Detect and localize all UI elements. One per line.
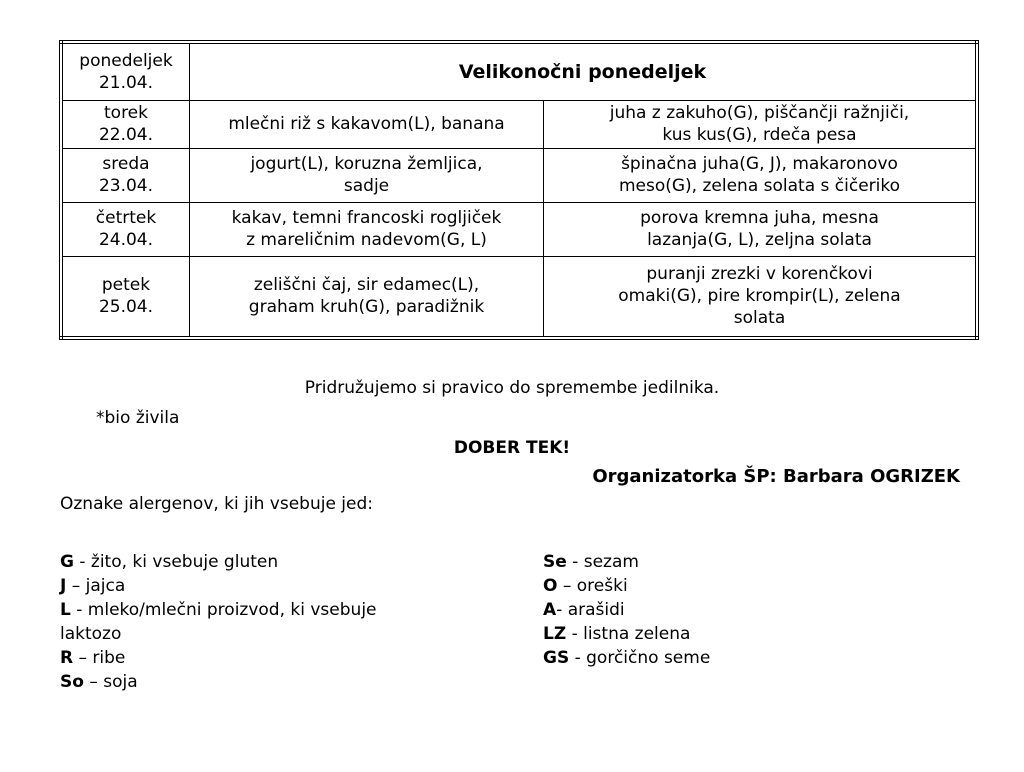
allergen-code: O <box>543 576 558 596</box>
allergen-code: J <box>60 576 67 596</box>
allergen-desc: – oreški <box>557 576 628 596</box>
menu-change-notice: Pridružujemo si pravico do spremembe jedilnika. <box>304 378 720 398</box>
day-cell <box>61 100 190 148</box>
holiday-cell: Velikonočni ponedeljek <box>190 42 978 100</box>
allergen-item <box>543 550 963 574</box>
lunch-cell <box>544 202 978 256</box>
lunch-cell <box>544 100 978 148</box>
lunch-line: meso(G), zelena solata s čičeriko <box>618 176 901 196</box>
day-date: 25.04. <box>98 297 154 318</box>
day-name: četrtek <box>95 208 157 228</box>
allergen-desc: - mleko/mlečni proizvod, ki vsebuje <box>70 600 377 620</box>
breakfast-line: z mareličnim nadevom(G, L) <box>246 230 487 250</box>
lunch-line: puranji zrezki v korenčkovi <box>646 264 873 285</box>
day-name: ponedeljek <box>79 50 173 71</box>
allergen-code: A <box>543 600 557 620</box>
day-cell <box>61 256 190 338</box>
breakfast-cell <box>190 202 544 256</box>
allergen-code: LZ <box>543 624 567 644</box>
lunch-cell <box>544 148 978 202</box>
allergen-desc: - sezam <box>566 552 639 572</box>
organizer-signature: Organizatorka ŠP: Barbara OGRIZEK <box>592 466 960 487</box>
allergen-item <box>60 670 480 694</box>
breakfast-line: kakav, temni francoski rogljiček <box>231 208 502 228</box>
allergen-desc: - gorčično seme <box>569 648 711 668</box>
allergen-code: R <box>60 648 74 668</box>
allergen-list-right <box>543 550 963 670</box>
day-date: 23.04. <box>98 176 154 196</box>
enjoy-meal-heading: DOBER TEK! <box>453 438 571 458</box>
allergen-code: GS <box>543 648 570 668</box>
day-cell <box>61 42 190 100</box>
day-cell <box>61 148 190 202</box>
allergen-code: L <box>60 600 71 620</box>
allergen-desc: – ribe <box>73 648 126 668</box>
allergen-desc: laktozo <box>60 624 122 644</box>
allergen-item <box>60 550 480 574</box>
allergen-item <box>60 622 480 646</box>
lunch-line: solata <box>733 308 786 329</box>
allergen-item <box>543 598 963 622</box>
breakfast-cell <box>190 100 544 148</box>
allergen-item <box>543 646 963 670</box>
lunch-line: špinačna juha(G, J), makaronovo <box>621 154 898 174</box>
breakfast-cell <box>190 256 544 338</box>
breakfast-line: jogurt(L), koruzna žemljica, <box>250 154 483 174</box>
day-date: 24.04. <box>98 230 154 250</box>
allergen-item <box>543 574 963 598</box>
allergen-item <box>60 598 480 622</box>
allergen-desc: – soja <box>83 672 138 692</box>
day-date: 22.04. <box>98 125 154 145</box>
allergen-intro: Oznake alergenov, ki jih vsebuje jed: <box>60 494 374 514</box>
menu-row-thursday <box>61 202 977 256</box>
allergen-code: G <box>60 552 74 572</box>
lunch-line: juha z zakuho(G), piščančji ražnjiči, <box>609 103 910 123</box>
day-name: sreda <box>102 154 150 174</box>
breakfast-line: zeliščni čaj, sir edamec(L), <box>253 275 480 296</box>
allergen-desc: - listna zelena <box>566 624 691 644</box>
allergen-item <box>543 622 963 646</box>
allergen-code: So <box>60 672 84 692</box>
weekly-menu-table <box>59 40 979 340</box>
breakfast-cell <box>190 148 544 202</box>
allergen-item <box>60 574 480 598</box>
lunch-line: kus kus(G), rdeča pesa <box>662 125 857 145</box>
menu-row-monday <box>61 42 977 100</box>
lunch-cell <box>544 256 978 338</box>
bio-note: *bio živila <box>96 408 180 428</box>
day-cell <box>61 202 190 256</box>
allergen-item <box>60 646 480 670</box>
breakfast-line: mlečni riž s kakavom(L), banana <box>228 114 505 134</box>
allergen-list-left <box>60 550 480 694</box>
lunch-line: porova kremna juha, mesna <box>640 208 879 228</box>
day-name: torek <box>104 103 148 123</box>
menu-row-friday <box>61 256 977 338</box>
breakfast-line: sadje <box>343 176 390 196</box>
allergen-code: Se <box>543 552 567 572</box>
day-date: 21.04. <box>98 72 154 93</box>
lunch-line: omaki(G), pire krompir(L), zelena <box>618 286 901 307</box>
breakfast-line: graham kruh(G), paradižnik <box>248 297 485 318</box>
allergen-desc: - arašidi <box>556 600 625 620</box>
day-name: petek <box>101 275 151 296</box>
allergen-desc: – jajca <box>66 576 126 596</box>
lunch-line: lazanja(G, L), zeljna solata <box>647 230 872 250</box>
menu-row-tuesday <box>61 100 977 148</box>
menu-row-wednesday <box>61 148 977 202</box>
allergen-desc: - žito, ki vsebuje gluten <box>73 552 279 572</box>
